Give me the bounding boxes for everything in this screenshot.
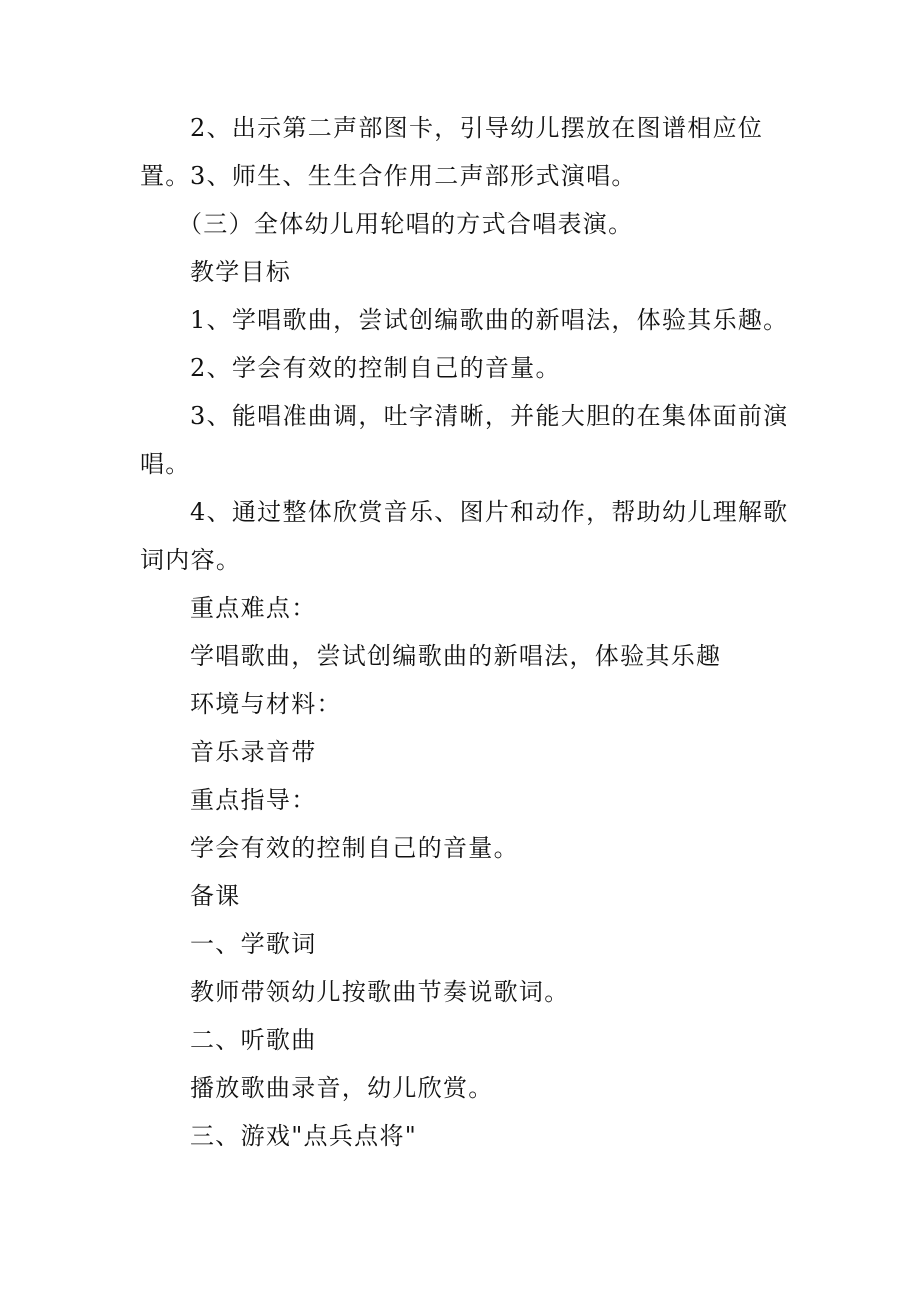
section-heading: 重点难点： xyxy=(190,594,317,622)
paragraph: 2、出示第二声部图卡，引导幼儿摆放在图谱相应位置。 xyxy=(140,114,764,190)
section-heading: 备课 xyxy=(190,882,241,910)
section-heading: 一、学歌词 xyxy=(190,930,317,958)
paragraph: 学会有效的控制自己的音量。 xyxy=(190,834,519,862)
paragraph: 教师带领幼儿按歌曲节奏说歌词。 xyxy=(190,978,570,1006)
paragraph: 1、学唱歌曲，尝试创编歌曲的新唱法，体验其乐趣。 xyxy=(190,306,789,334)
paragraph: 3、师生、生生合作用二声部形式演唱。 xyxy=(190,162,637,190)
section-heading: 环境与材料： xyxy=(190,690,342,718)
paragraph: 3、能唱准曲调，吐字清晰，并能大胆的在集体面前演唱。 xyxy=(140,402,789,478)
paragraph: 音乐录音带 xyxy=(190,738,317,766)
paragraph: 4、通过整体欣赏音乐、图片和动作，帮助幼儿理解歌词内容。 xyxy=(140,498,789,574)
section-heading: 二、听歌曲 xyxy=(190,1026,317,1054)
paragraph: 学唱歌曲，尝试创编歌曲的新唱法，体验其乐趣 xyxy=(190,642,722,670)
section-heading: 三、游戏"点兵点将" xyxy=(190,1122,418,1150)
paragraph: （三）全体幼儿用轮唱的方式合唱表演。 xyxy=(178,210,634,238)
section-heading: 重点指导： xyxy=(190,786,317,814)
paragraph: 2、学会有效的控制自己的音量。 xyxy=(190,354,561,382)
paragraph: 播放歌曲录音，幼儿欣赏。 xyxy=(190,1074,494,1102)
section-heading: 教学目标 xyxy=(190,258,292,286)
